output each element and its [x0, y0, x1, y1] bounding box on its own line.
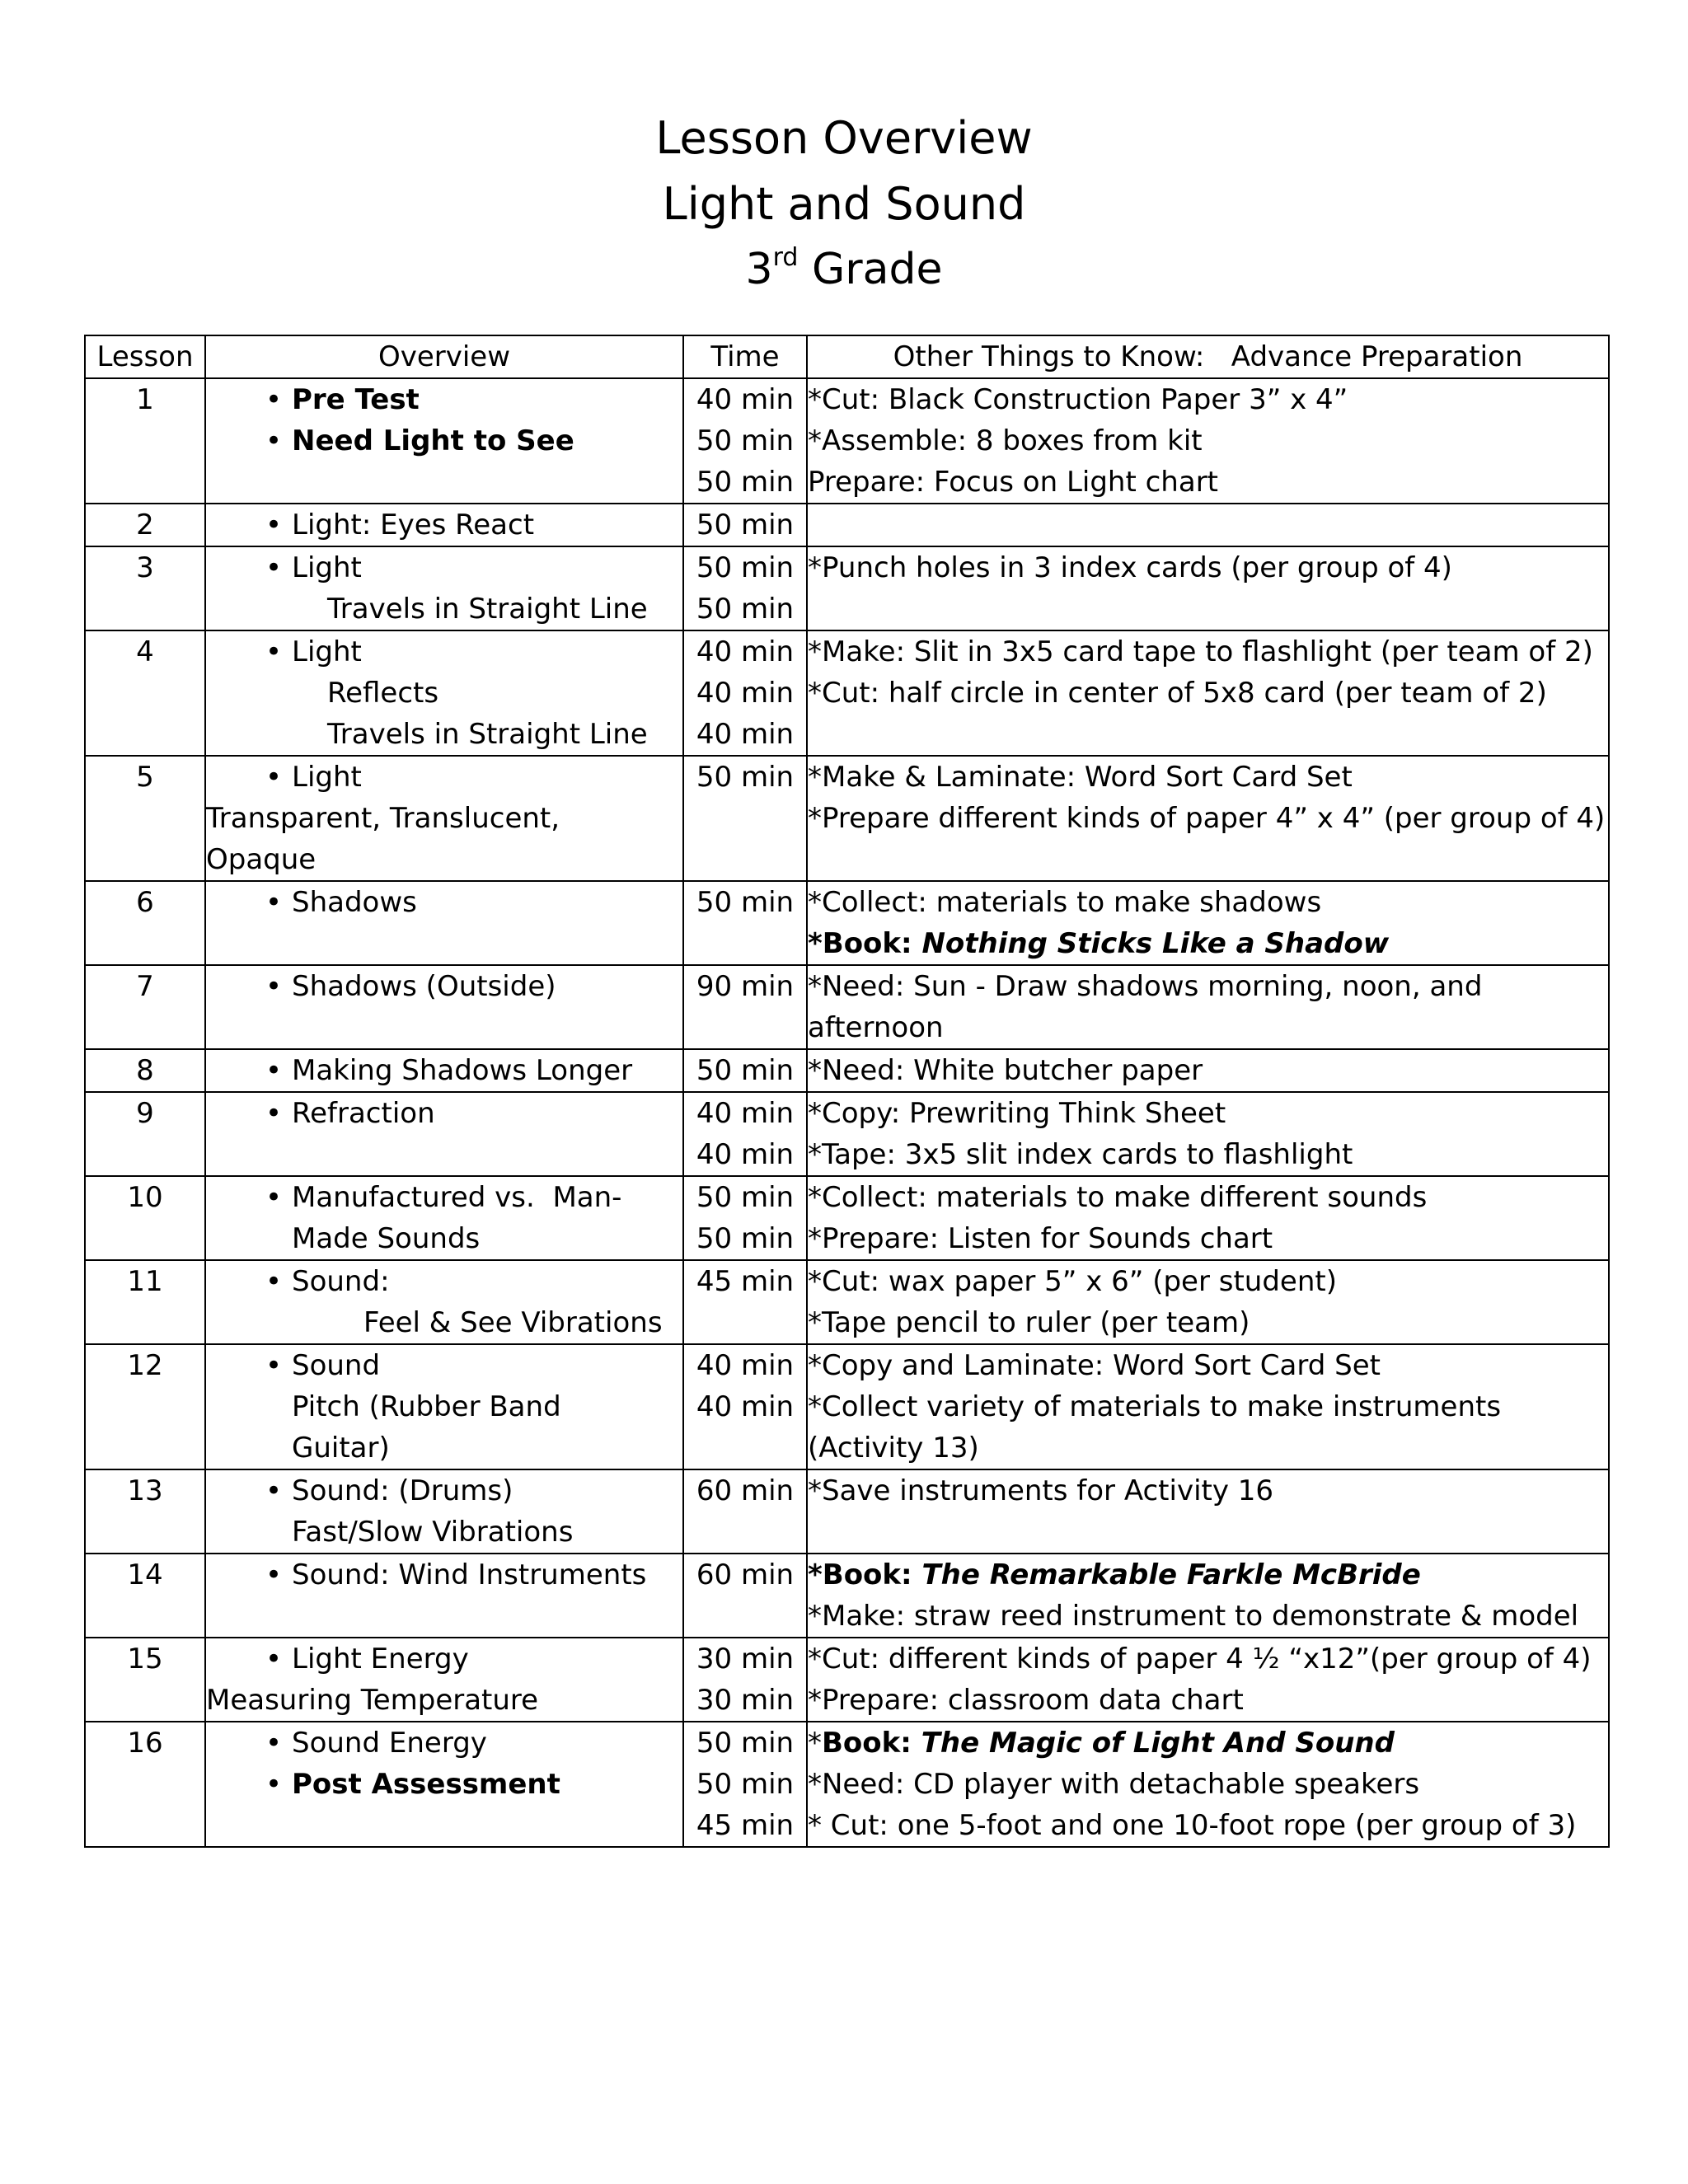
table-row — [85, 1176, 1609, 1260]
book-title: The Remarkable Farkle McBride — [921, 1558, 1421, 1591]
lesson-notes: *Punch holes in 3 index cards (per group of 4) — [807, 546, 1609, 630]
lesson-overview — [205, 1469, 683, 1554]
lesson-overview — [205, 1554, 683, 1638]
grade-suffix: rd — [772, 243, 799, 272]
lesson-time: 50 min 50 min — [683, 1176, 807, 1260]
column-header-lesson: Lesson — [85, 335, 205, 378]
lesson-number: 7 — [85, 965, 205, 1049]
lesson-time: 50 min — [683, 756, 807, 881]
overview-bullet: • Shadows (Outside) — [265, 970, 556, 1003]
lesson-overview — [205, 1176, 683, 1260]
lesson-time: 90 min — [683, 965, 807, 1049]
lesson-number: 13 — [85, 1469, 205, 1554]
table-row — [85, 1344, 1609, 1469]
table-row — [85, 1554, 1609, 1638]
overview-subline: Travels in Straight Line — [327, 593, 648, 626]
overview-bullet: • Light: Eyes React — [265, 509, 535, 541]
overview-bullet: • Light — [265, 761, 362, 794]
lesson-notes: *Need: Sun - Draw shadows morning, noon, and afternoon — [807, 965, 1609, 1049]
overview-bullet: • Post Assessment — [265, 1768, 560, 1801]
overview-bullet: • Shadows — [265, 886, 417, 919]
lesson-notes: *Book: The Remarkable Farkle McBride *Make: straw reed instrument to demonstrate & model — [807, 1554, 1609, 1638]
table-row — [85, 1260, 1609, 1344]
overview-subline: Feel & See Vibrations — [363, 1306, 663, 1339]
lesson-time: 30 min 30 min — [683, 1638, 807, 1722]
lesson-overview — [205, 630, 683, 756]
document-title: Lesson Overview — [655, 112, 1033, 164]
overview-bullet: • Sound: (Drums) — [265, 1474, 513, 1507]
lesson-time: 50 min 50 min — [683, 546, 807, 630]
column-header-notes: Other Things to Know: Advance Preparation — [807, 335, 1609, 378]
lesson-overview — [205, 546, 683, 630]
overview-bullet: • Sound: Wind Instruments — [265, 1558, 647, 1591]
lesson-time: 60 min — [683, 1469, 807, 1554]
book-title: Nothing Sticks Like a Shadow — [921, 927, 1390, 960]
book-reference: *Book: The Remarkable Farkle McBride — [808, 1558, 1421, 1591]
overview-bullet: • Pre Test — [265, 383, 420, 416]
document-header — [0, 105, 1688, 302]
overview-bullet: • Light Energy — [265, 1643, 469, 1675]
lesson-overview — [205, 378, 683, 504]
table-row — [85, 630, 1609, 756]
table-row — [85, 881, 1609, 965]
lesson-overview-table — [84, 335, 1610, 1848]
lesson-time: 40 min 40 min — [683, 1344, 807, 1469]
lesson-number: 3 — [85, 546, 205, 630]
lesson-overview — [205, 1344, 683, 1469]
table-row — [85, 965, 1609, 1049]
overview-subline: Pitch (Rubber Band — [292, 1390, 561, 1423]
overview-subline: Opaque — [206, 843, 316, 876]
table-row — [85, 378, 1609, 504]
column-header-overview: Overview — [205, 335, 683, 378]
lesson-time: 40 min 50 min 50 min — [683, 378, 807, 504]
overview-bullet: • Light — [265, 635, 362, 668]
table-header-row — [85, 335, 1609, 378]
overview-subline: Guitar) — [292, 1432, 390, 1465]
table-row — [85, 1049, 1609, 1092]
lesson-number: 2 — [85, 504, 205, 546]
lesson-number: 1 — [85, 378, 205, 504]
lesson-notes: *Make & Laminate: Word Sort Card Set *Prepare different kinds of paper 4” x 4” (per group of 4) — [807, 756, 1609, 881]
overview-bullet: • Sound — [265, 1349, 381, 1382]
lesson-time: 50 min — [683, 881, 807, 965]
lesson-notes: *Save instruments for Activity 16 — [807, 1469, 1609, 1554]
book-reference: *Book: The Magic of Light And Sound — [808, 1727, 1395, 1760]
grade-number: 3 — [745, 245, 773, 294]
lesson-number: 10 — [85, 1176, 205, 1260]
overview-bullet: • Refraction — [265, 1097, 435, 1130]
lesson-overview — [205, 504, 683, 546]
lesson-number: 4 — [85, 630, 205, 756]
overview-bullet: • Light — [265, 551, 362, 584]
lesson-number: 14 — [85, 1554, 205, 1638]
lesson-number: 5 — [85, 756, 205, 881]
overview-subline: Reflects — [327, 677, 439, 710]
overview-subline: Fast/Slow Vibrations — [292, 1516, 574, 1549]
table-row — [85, 1469, 1609, 1554]
lesson-notes: *Copy and Laminate: Word Sort Card Set *Collect variety of materials to make instruments (Activity 13) — [807, 1344, 1609, 1469]
lesson-notes: *Book: The Magic of Light And Sound *Need: CD player with detachable speakers * Cut: one 5-foot and one 10-foot rope (per group of 3) — [807, 1722, 1609, 1847]
lesson-number: 15 — [85, 1638, 205, 1722]
table-row — [85, 1092, 1609, 1176]
lesson-time: 50 min 50 min 45 min — [683, 1722, 807, 1847]
lesson-time: 40 min 40 min 40 min — [683, 630, 807, 756]
lesson-number: 8 — [85, 1049, 205, 1092]
lesson-number: 9 — [85, 1092, 205, 1176]
overview-bullet: • Sound: — [265, 1265, 390, 1298]
table-row — [85, 1638, 1609, 1722]
book-title: The Magic of Light And Sound — [921, 1727, 1395, 1760]
book-reference: *Book: Nothing Sticks Like a Shadow — [808, 927, 1390, 960]
lesson-notes: *Cut: different kinds of paper 4 ½ “x12”(per group of 4) *Prepare: classroom data chart — [807, 1638, 1609, 1722]
overview-bullet: • Sound Energy — [265, 1727, 487, 1760]
lesson-overview — [205, 1092, 683, 1176]
lesson-number: 6 — [85, 881, 205, 965]
overview-subline: Measuring Temperature — [206, 1684, 539, 1717]
lesson-notes: *Cut: wax paper 5” x 6” (per student) *Tape pencil to ruler (per team) — [807, 1260, 1609, 1344]
lesson-notes: *Make: Slit in 3x5 card tape to flashlight (per team of 2) *Cut: half circle in center of 5x8 card (per team of 2) — [807, 630, 1609, 756]
overview-bullet: • Need Light to See — [265, 424, 574, 457]
lesson-time: 50 min — [683, 504, 807, 546]
table-row — [85, 756, 1609, 881]
lesson-overview — [205, 1638, 683, 1722]
overview-bullet: • Manufactured vs. Man- — [265, 1181, 622, 1214]
lesson-notes: *Copy: Prewriting Think Sheet *Tape: 3x5 slit index cards to flashlight — [807, 1092, 1609, 1176]
grade-level — [0, 237, 1688, 302]
lesson-number: 16 — [85, 1722, 205, 1847]
lesson-notes: *Need: White butcher paper — [807, 1049, 1609, 1092]
lesson-overview — [205, 881, 683, 965]
table-row — [85, 504, 1609, 546]
lesson-time: 60 min — [683, 1554, 807, 1638]
lesson-notes: *Cut: Black Construction Paper 3” x 4” *Assemble: 8 boxes from kit Prepare: Focus on Light chart — [807, 378, 1609, 504]
lesson-number: 11 — [85, 1260, 205, 1344]
overview-subline: Transparent, Translucent, — [206, 802, 560, 835]
lesson-overview — [205, 1049, 683, 1092]
table-row — [85, 1722, 1609, 1847]
table-row — [85, 546, 1609, 630]
lesson-notes: *Collect: materials to make shadows *Book: Nothing Sticks Like a Shadow — [807, 881, 1609, 965]
document-subtitle: Light and Sound — [662, 178, 1026, 230]
lesson-time: 50 min — [683, 1049, 807, 1092]
lesson-notes: *Collect: materials to make different sounds *Prepare: Listen for Sounds chart — [807, 1176, 1609, 1260]
lesson-overview — [205, 1260, 683, 1344]
overview-subline: Made Sounds — [292, 1222, 481, 1255]
lesson-time: 40 min 40 min — [683, 1092, 807, 1176]
overview-subline: Travels in Straight Line — [327, 718, 648, 751]
lesson-overview — [205, 756, 683, 881]
column-header-time: Time — [683, 335, 807, 378]
lesson-overview — [205, 965, 683, 1049]
lesson-time: 45 min — [683, 1260, 807, 1344]
lesson-notes — [807, 504, 1609, 546]
lesson-overview — [205, 1722, 683, 1847]
lesson-number: 12 — [85, 1344, 205, 1469]
overview-bullet: • Making Shadows Longer — [265, 1054, 633, 1087]
grade-word: Grade — [811, 245, 943, 294]
